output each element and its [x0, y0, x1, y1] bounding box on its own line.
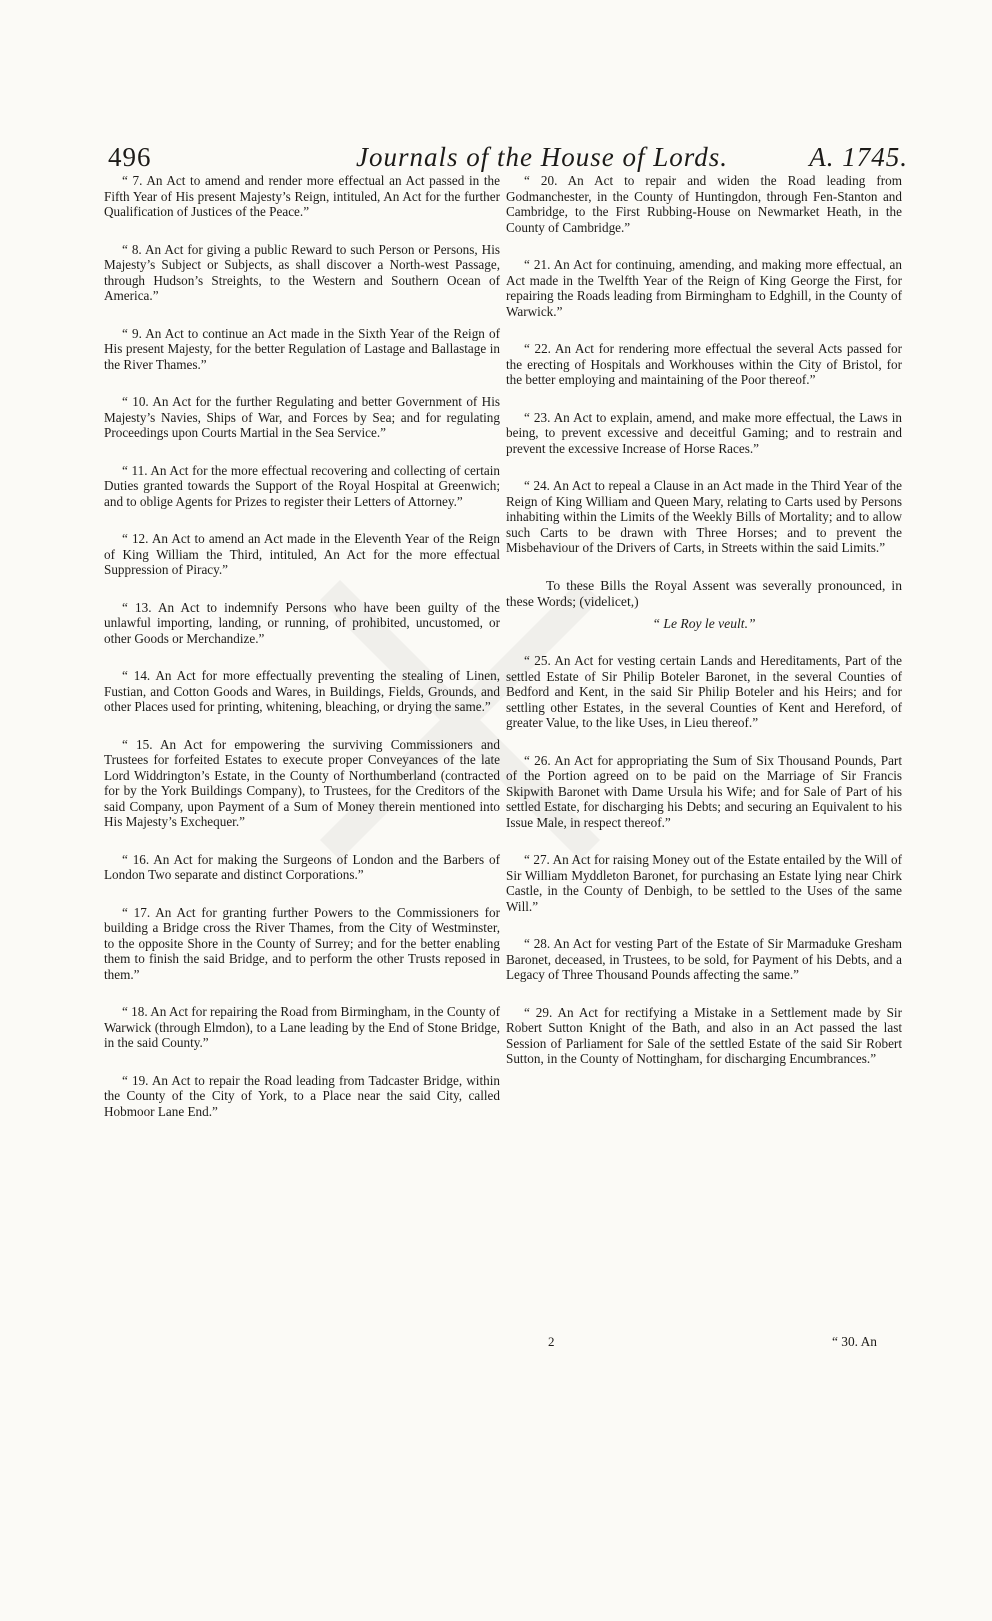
act-paragraph: “ 16. An Act for making the Surgeons of London and the Barbers of London Two separate and distinct Corporations.” — [104, 851, 500, 882]
act-paragraph: “ 11. An Act for the more effectual recovering and collecting of certain Duties granted towards the Support of the Royal Hospital at Greenwich; and to oblige Agents for Prizes to register their Letters of Attorney.” — [104, 462, 500, 509]
royal-assent-statement: To these Bills the Royal Assent was severally pronounced, in these Words; (videlicet,) — [506, 577, 902, 609]
act-paragraph: “ 8. An Act for giving a public Reward to such Person or Persons, His Majesty’s Subject or Subjects, as shall discover a North-west Passage, through Hudson’s Streights, to the Western and Southern Ocean of America.” — [104, 241, 500, 303]
right-column — [506, 173, 902, 1089]
act-paragraph: “ 21. An Act for continuing, amending, and making more effectual, an Act made in the Twelfth Year of the Reign of King George the First, for repairing the Roads leading from Birmingham to Edghill, in the County of Warwick.” — [506, 257, 902, 319]
act-paragraph: “ 14. An Act for more effectually preventing the stealing of Linen, Fustian, and Cotton Goods and Wares, in Buildings, Fields, Grounds, and other Places used for printing, whitening, bleaching, or drying the same.” — [104, 668, 500, 714]
act-paragraph: “ 12. An Act to amend an Act made in the Eleventh Year of the Reign of King William the Third, intituled, An Act for the more effectual Suppression of Piracy.” — [104, 531, 500, 577]
act-paragraph: “ 28. An Act for vesting Part of the Estate of Sir Marmaduke Gresham Baronet, deceased, in Trustees, to be sold, for Payment of his Debts, and a Legacy of Three Thousand Pounds affecting the same.” — [506, 936, 902, 982]
act-paragraph: “ 15. An Act for empowering the surviving Commissioners and Trustees for forfeited Estates to execute proper Conveyances of the late Lord Widdrington’s Estate, in the County of Northumberland (contracted for by the York Buildings Company), to Trustees, for the Creditors of the said Company, upon Payment of a Sum of Money therein mentioned into His Majesty’s Exchequer.” — [104, 736, 500, 829]
act-paragraph: “ 20. An Act to repair and widen the Road leading from Godmanchester, in the County of Huntingdon, through Fen-Stanton and Cambridge, to the First Rubbing-House on Newmarket Heath, in the County of Cambridge.” — [506, 173, 902, 235]
act-paragraph: “ 29. An Act for rectifying a Mistake in a Settlement made by Sir Robert Sutton Knight of the Bath, and also in an Act passed the last Session of Parliament for Sale of the settled Estate of the said Sir Robert Sutton, in the County of Nottingham, for discharging Encumbrances.” — [506, 1004, 902, 1066]
act-paragraph: “ 24. An Act to repeal a Clause in an Act made in the Third Year of the Reign of King William and Queen Mary, relating to Carts used by Persons inhabiting within the Limits of the Weekly Bills of Mortality; and to allow such Carts to be drawn with Three Horses; and to prevent the Misbehaviour of the Drivers of Carts, in Streets within the said Limits.” — [506, 478, 902, 555]
year-heading: A. 1745. — [809, 142, 908, 172]
act-paragraph: “ 13. An Act to indemnify Persons who have been guilty of the unlawful importing, landing, or running, of prohibited, uncustomed, or other Goods or Merchandize.” — [104, 599, 500, 646]
left-column — [104, 173, 500, 1141]
act-paragraph: “ 19. An Act to repair the Road leading from Tadcaster Bridge, within the County of the City of York, to a Place near the said City, called Hobmoor Lane End.” — [104, 1072, 500, 1119]
act-paragraph: “ 7. An Act to amend and render more effectual an Act passed in the Fifth Year of His present Majesty’s Reign, intituled, An Act for the further Qualification of Justices of the Peace.” — [104, 173, 500, 219]
catchword: “ 30. An — [832, 1334, 878, 1349]
page-number: 496 — [108, 142, 152, 172]
journal-title: Journals of the House of Lords. — [356, 142, 729, 172]
act-paragraph: “ 9. An Act to continue an Act made in the Sixth Year of the Reign of His present Majesty, for the better Regulation of Lastage and Ballastage in the River Thames.” — [104, 325, 500, 372]
act-paragraph: “ 27. An Act for raising Money out of the Estate entailed by the Will of Sir William Myddleton Baronet, for purchasing an Estate lying near Chirk Castle, in the County of Denbigh, to be settled to the Uses of the same Will.” — [506, 852, 902, 914]
act-paragraph: “ 17. An Act for granting further Powers to the Commissioners for building a Bridge cross the River Thames, from the City of Westminster, to the opposite Shore in the County of Surrey; and for the better enabling them to finish the said Bridge, and to perform the other Trusts reposed in them.” — [104, 904, 500, 982]
act-paragraph: “ 26. An Act for appropriating the Sum of Six Thousand Pounds, Part of the Portion agreed on to be paid on the Marriage of Sir Francis Skipwith Baronet with Dame Ursula his Wife; and for Sale of Part of his settled Estate, for discharging his Debts; and securing an Equivalent to his Issue Male, in respect thereof.” — [506, 752, 902, 830]
assent-formula: “ Le Roy le veult.” — [652, 615, 756, 631]
act-paragraph: “ 25. An Act for vesting certain Lands and Hereditaments, Part of the settled Estate of Sir Philip Boteler Baronet, in the several Counties of Bedford and Kent, in the said Sir Philip Boteler and his Heirs; and for settling other Estates, in the several Counties of Kent and Hereford, of greater Value, to the like Uses, in Lieu thereof.” — [506, 653, 902, 730]
act-paragraph: “ 22. An Act for rendering more effectual the several Acts passed for the erecting of Hospitals and Workhouses within the City of Bristol, for the better employing and maintaining of the Poor thereof.” — [506, 341, 902, 387]
signature-mark: 2 — [548, 1334, 555, 1349]
act-paragraph: “ 23. An Act to explain, amend, and make more effectual, the Laws in being, to prevent excessive and deceitful Gaming; and to restrain and prevent the excessive Increase of Horse Races.” — [506, 409, 902, 456]
act-paragraph: “ 10. An Act for the further Regulating and better Government of His Majesty’s Navies, Ships of War, and Forces by Sea; and for regulating Proceedings upon Courts Martial in the Sea Service.” — [104, 394, 500, 440]
act-paragraph: “ 18. An Act for repairing the Road from Birmingham, in the County of Warwick (through Elmdon), to a Lane leading by the End of Stone Bridge, in the said County.” — [104, 1004, 500, 1050]
